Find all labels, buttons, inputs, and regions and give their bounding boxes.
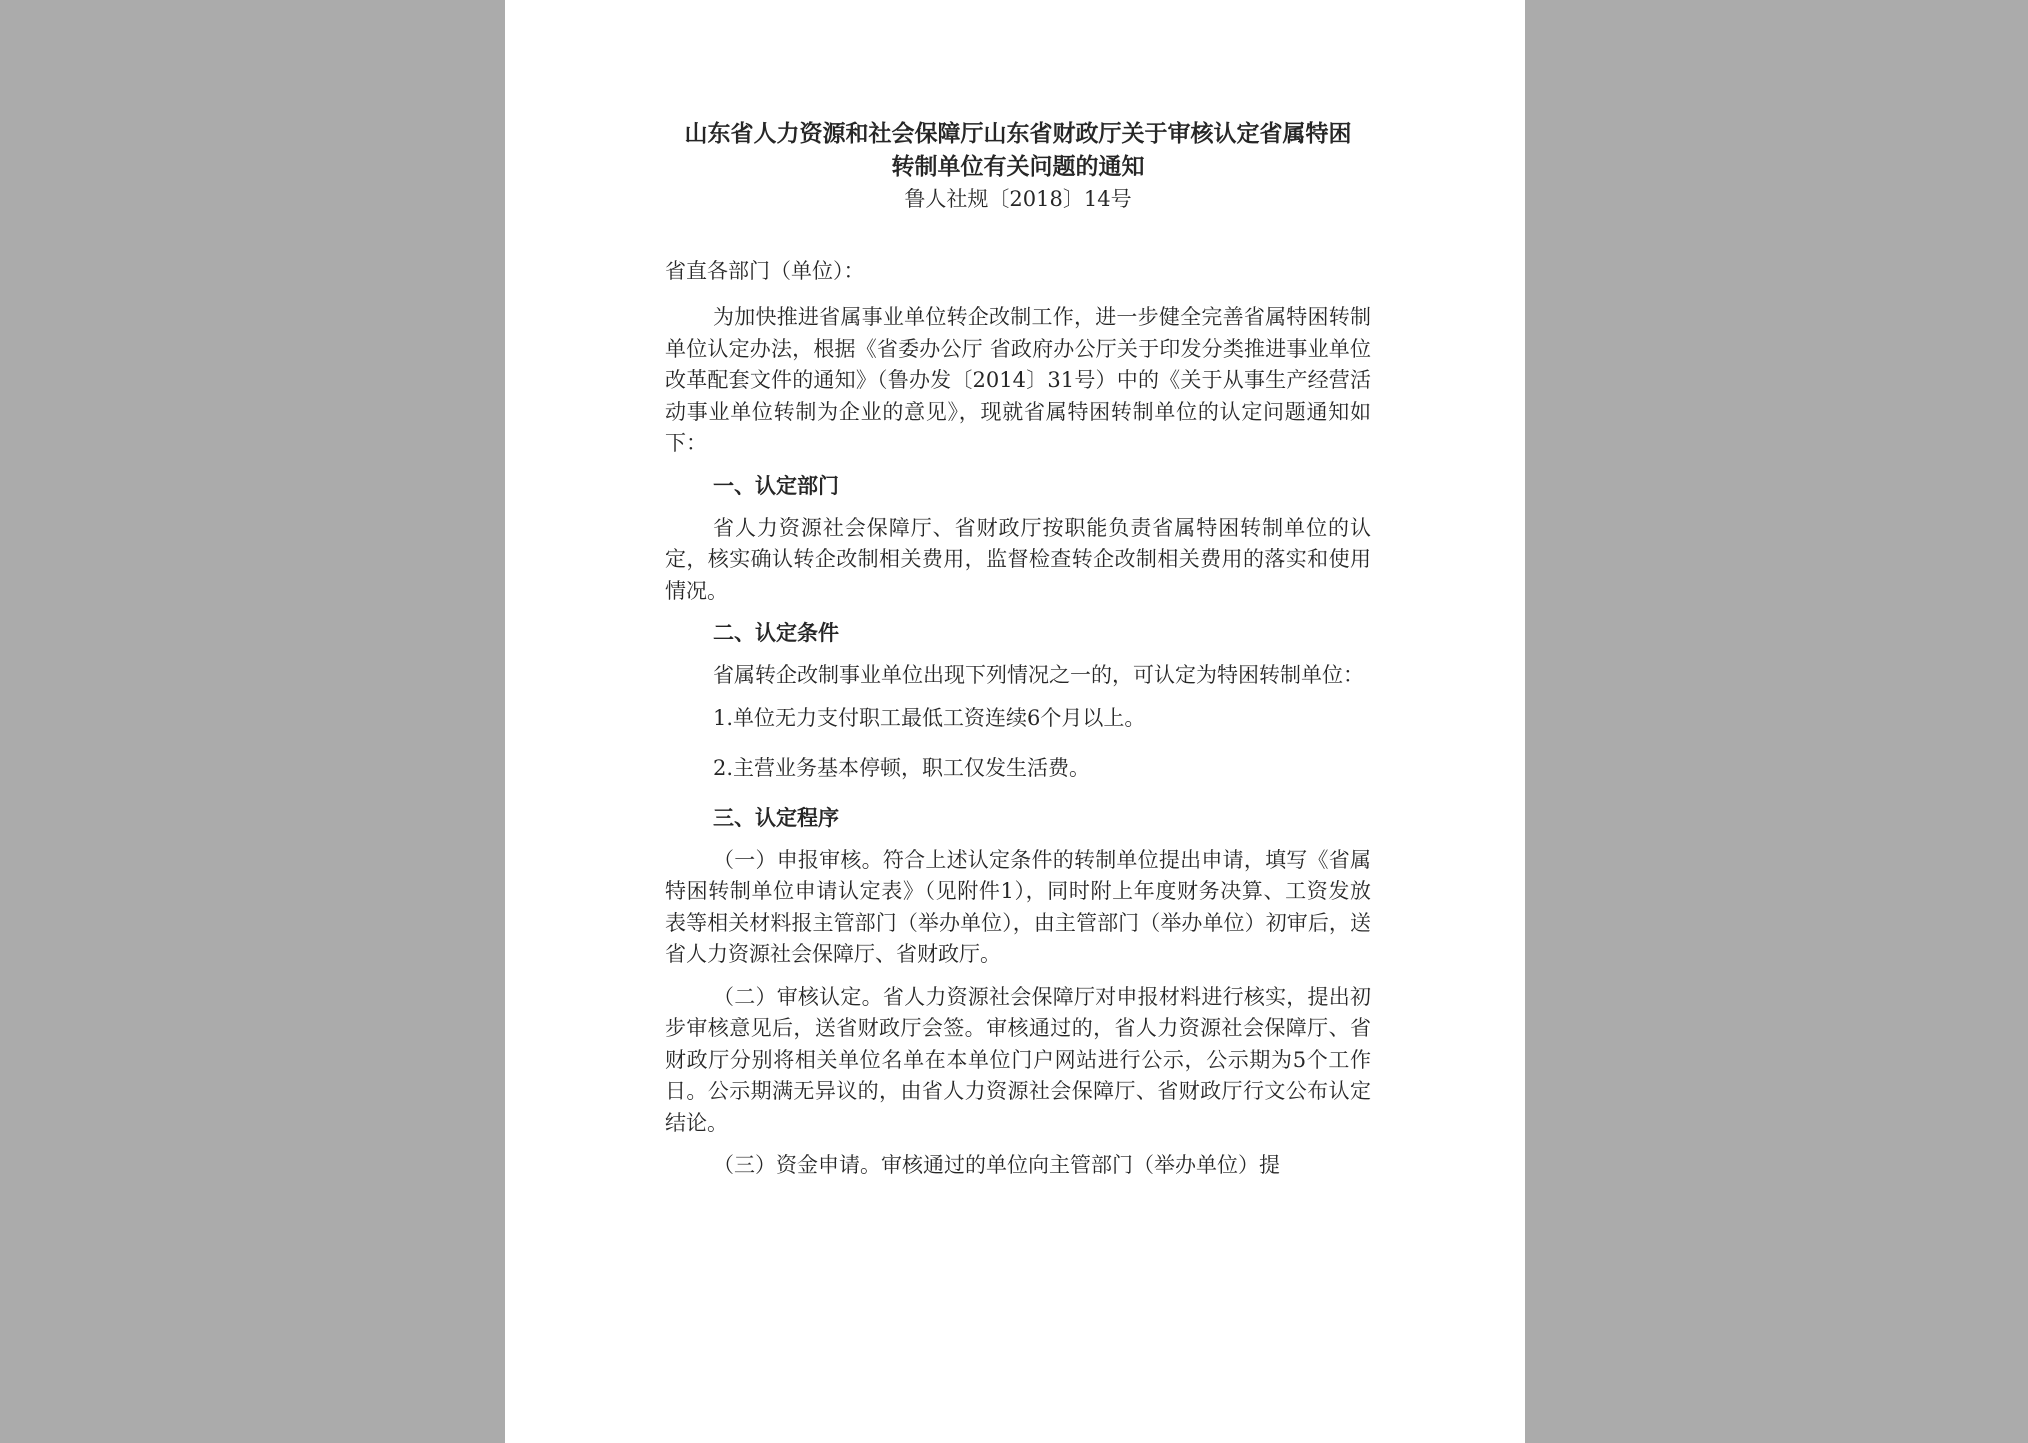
document-page — [505, 0, 1525, 1443]
procedure-step-1: （一）申报审核。符合上述认定条件的转制单位提出申请，填写《省属特困转制单位申请认定表》（见附件1），同时附上年度财务决算、工资发放表等相关材料报主管部门（举办单位），由主管部门（举办单位）初审后，送省人力资源社会保障厅、省财政厅。 — [665, 847, 1371, 966]
document-number: 鲁人社规〔2018〕14号 — [904, 187, 1132, 211]
condition-item-1: 1.单位无力支付职工最低工资连续6个月以上。 — [713, 705, 1146, 730]
page-content — [665, 118, 1371, 1193]
section-heading-1: 一、认定部门 — [713, 473, 839, 498]
intro-paragraph: 为加快推进省属事业单位转企改制工作，进一步健全完善省属特困转制单位认定办法，根据《省委办公厅 省政府办公厅关于印发分类推进事业单位改革配套文件的通知》（鲁办发〔2014〕31号）中的《关于从事生产经营活动事业单位转制为企业的意见》，现就省属特困转制单位的认定问题通知如下： — [665, 305, 1371, 455]
procedure-step-2: （二）审核认定。省人力资源社会保障厅对申报材料进行核实，提出初步审核意见后，送省财政厅会签。审核通过的，省人力资源社会保障厅、省财政厅分别将相关单位名单在本单位门户网站进行公示，公示期为5个工作日。公示期满无异议的，由省人力资源社会保障厅、省财政厅行文公布认定结论。 — [665, 984, 1371, 1135]
condition-item-2: 2.主营业务基本停顿，职工仅发生活费。 — [713, 755, 1091, 780]
section-heading-3: 三、认定程序 — [713, 805, 839, 830]
section-heading-2: 二、认定条件 — [713, 621, 839, 645]
section-paragraph-2: 省属转企改制事业单位出现下列情况之一的，可认定为特困转制单位： — [713, 663, 1364, 687]
procedure-step-3: （三）资金申请。审核通过的单位向主管部门（举办单位）提 — [713, 1153, 1280, 1177]
document-title-line1: 山东省人力资源和社会保障厅山东省财政厅关于审核认定省属特困 — [684, 121, 1352, 147]
salutation: 省直各部门（单位）： — [665, 259, 865, 283]
section-paragraph-1: 省人力资源社会保障厅、省财政厅按职能负责省属特困转制单位的认定，核实确认转企改制相关费用，监督检查转企改制相关费用的落实和使用情况。 — [665, 515, 1371, 603]
document-title-line2: 转制单位有关问题的通知 — [891, 154, 1145, 180]
